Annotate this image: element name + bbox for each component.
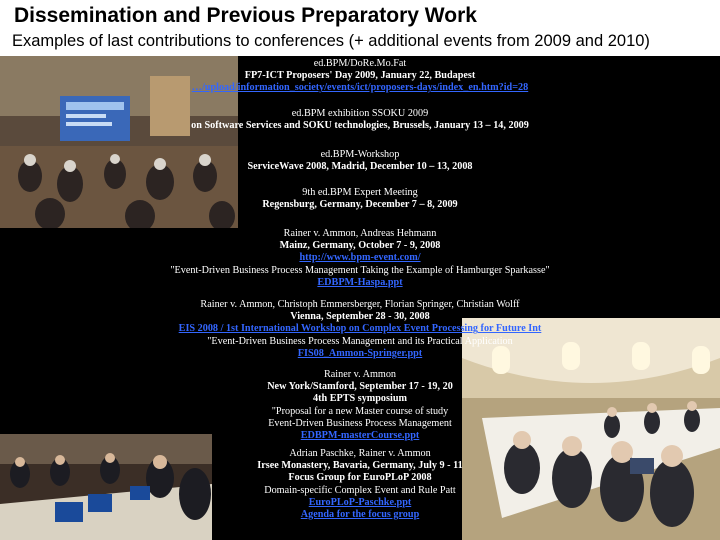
event-line: "Event-Driven Business Process Management Taking the Example of Hamburger Sparkasse" — [170, 264, 550, 276]
event-item — [0, 187, 720, 211]
slide-subtitle: Examples of last contributions to conferences (+ additional events from 2009 and 2010) — [12, 32, 650, 50]
event-line: Event-Driven Business Process Management — [268, 417, 452, 429]
event-line: Rainer v. Ammon — [323, 369, 397, 380]
event-line: ServiceWave 2008, Madrid, December 10 – 13, 2008 — [247, 161, 473, 173]
event-line: Vienna, September 28 - 30, 2008 — [290, 311, 430, 323]
event-line: Mainz, Germany, October 7 - 9, 2008 — [279, 240, 441, 252]
event-link[interactable]: EuroPLoP-Paschke.ppt — [308, 496, 412, 508]
event-line: New York/Stamford, September 17 - 19, 20 — [267, 381, 453, 393]
event-item — [0, 108, 720, 132]
event-link[interactable]: FIS08_Ammon-Springer.ppt — [297, 347, 423, 359]
event-line: 9th ed.BPM Expert Meeting — [302, 187, 418, 198]
event-line: "Proposal for a new Master course of study — [271, 405, 449, 417]
event-line: Adrian Paschke, Rainer v. Ammon — [289, 448, 431, 459]
event-link[interactable]: http://www.bpm-event.com/ — [299, 252, 421, 264]
event-list — [0, 56, 720, 540]
event-line: Rainer v. Ammon, Andreas Hehmann — [283, 228, 437, 239]
slide-header — [0, 0, 720, 56]
event-line: 4th EPTS symposium — [313, 393, 407, 405]
event-line: Rainer v. Ammon, Christoph Emmersberger, Florian Springer, Christian Wolff — [200, 299, 520, 310]
event-link[interactable]: …/upload/information_society/events/ict/proposers-days/index_en.htm?id=28 — [191, 82, 529, 94]
event-item — [0, 369, 720, 442]
event-line: ed.BPM exhibition SSOKU 2009 — [291, 108, 429, 119]
event-link[interactable]: EDBPM-Haspa.ppt — [317, 276, 403, 288]
event-item — [0, 58, 720, 95]
event-item — [0, 149, 720, 173]
event-line: Regensburg, Germany, December 7 – 8, 2009 — [262, 199, 458, 211]
event-item — [0, 448, 720, 521]
slide-title: Dissemination and Previous Preparatory Work — [14, 4, 477, 27]
event-item — [0, 299, 720, 360]
event-line: on Software Services and SOKU technologies, Brussels, January 13 – 14, 2009 — [191, 120, 529, 132]
event-link[interactable]: Agenda for the focus group — [300, 509, 420, 521]
event-line: Focus Group for EuroPLoP 2008 — [288, 472, 432, 484]
event-line: ed.BPM-Workshop — [320, 149, 400, 160]
event-line: ed.BPM/DoRe.Mo.Fat — [313, 58, 407, 69]
event-line: Domain-specific Complex Event and Rule Patt — [264, 484, 456, 496]
event-item — [0, 228, 720, 289]
event-link[interactable]: EIS 2008 / 1st International Workshop on Complex Event Processing for Future Int — [178, 323, 542, 335]
event-link[interactable]: EDBPM-masterCourse.ppt — [300, 430, 420, 442]
event-line: Irsee Monastery, Bavaria, Germany, July 9 - 11 — [257, 460, 463, 472]
event-line: "Event-Driven Business Process Management and its Practical Application — [207, 335, 513, 347]
event-line: FP7-ICT Proposers' Day 2009, January 22, Budapest — [244, 70, 476, 82]
